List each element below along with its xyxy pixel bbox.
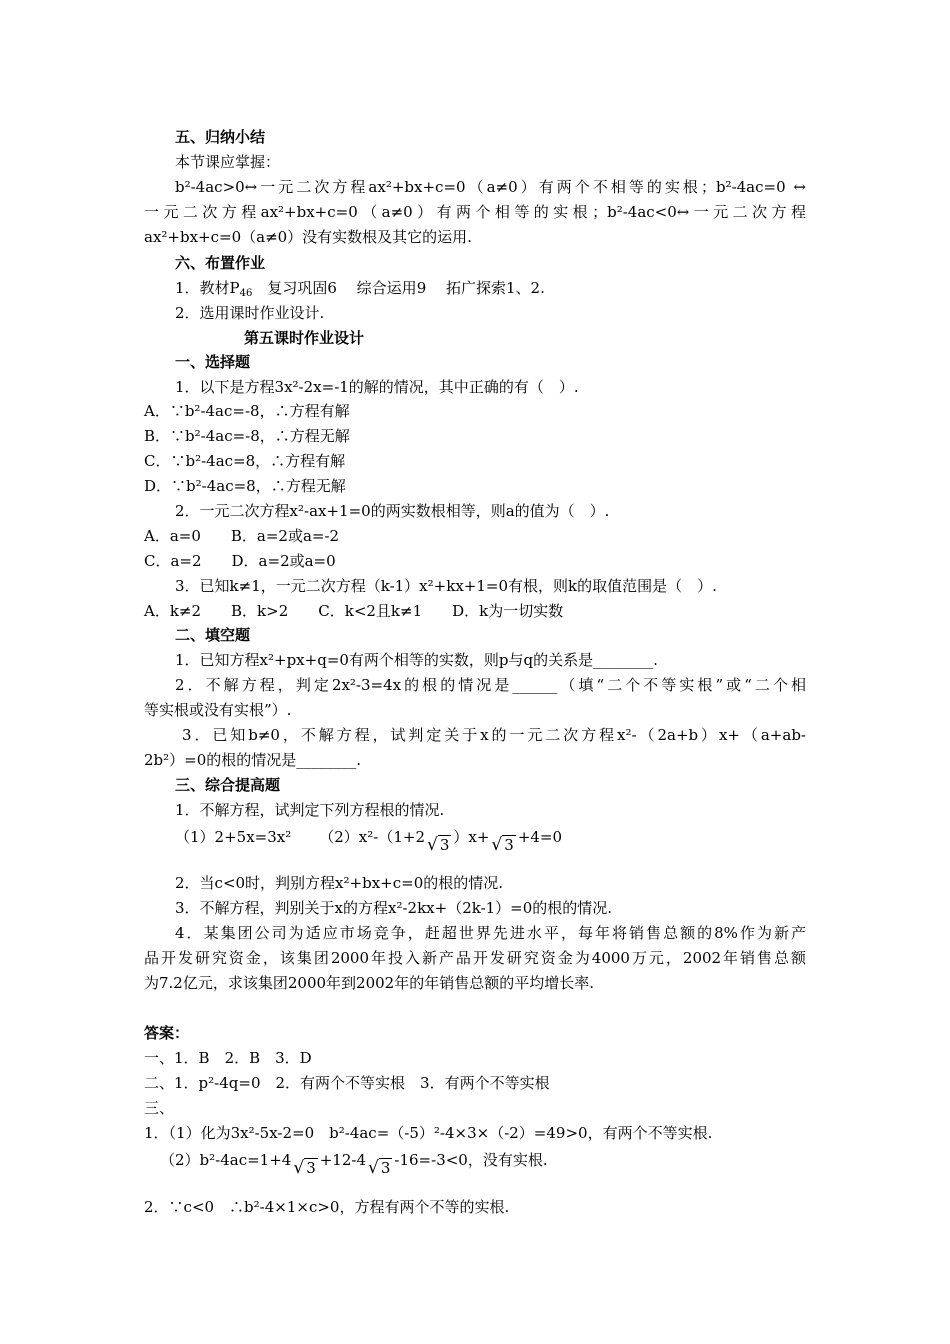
answers-part-3-q1: 1．（1）化为3x²-5x-2=0 b²-4ac=（-5）²-4×3×（-2）=49>0，有两个不等实根. bbox=[144, 1124, 713, 1142]
sqrt-argument: 3 bbox=[439, 836, 450, 854]
answers-part-1: 一、1．B 2．B 3．D bbox=[144, 1049, 312, 1067]
choice-heading: 一、选择题 bbox=[175, 353, 251, 371]
answers-part-3-q2: 2．∵c<0 ∴b²-4×1×c>0，方程有两个不等的实根. bbox=[144, 1198, 510, 1216]
comp-q1: 1．不解方程，试判定下列方程根的情况. bbox=[175, 801, 445, 819]
choice-q2-options-cd: C．a=2 D．a=2或a=0 bbox=[144, 552, 336, 570]
comp-q1-equations bbox=[175, 826, 562, 856]
choice-q1-option-a: A．∵b²-4ac=-8，∴方程有解 bbox=[144, 402, 350, 420]
fill-heading: 二、填空题 bbox=[175, 626, 251, 644]
answer-q1b-mid: +12-4 bbox=[319, 1151, 367, 1169]
answer-q1b-text: （2）b²-4ac=1+4 bbox=[160, 1151, 292, 1169]
sqrt-argument: 3 bbox=[306, 1159, 316, 1177]
sqrt-3-symbol: √ 3 bbox=[368, 1158, 391, 1178]
sqrt-argument: 3 bbox=[504, 836, 514, 854]
comprehensive-heading: 三、综合提高题 bbox=[175, 776, 281, 794]
choice-q1-option-c: C．∵b²-4ac=8，∴方程有解 bbox=[144, 452, 346, 470]
homework-item-2: 2．选用课时作业设计. bbox=[175, 304, 325, 322]
fill-q2-line-1: 2．不解方程，判定2x²-3=4x的根的情况是______（填“二个不等实根”或“二个相 bbox=[175, 676, 806, 694]
comp-q3: 3．不解方程，判别关于x的方程x²-2kx+（2k-1）=0的根的情况. bbox=[175, 899, 613, 917]
sqrt-3-symbol: √ 3 bbox=[427, 835, 450, 855]
choice-q3: 3．已知k≠1，一元二次方程（k-1）x²+kx+1=0有根，则k的取值范围是（ ）. bbox=[175, 577, 717, 595]
answers-part-3-label: 三、 bbox=[144, 1099, 175, 1117]
sqrt-3-symbol: √ 3 bbox=[491, 835, 514, 855]
sqrt-argument: 3 bbox=[380, 1159, 391, 1177]
comp-q4-line-2: 品开发研究资金，该集团2000年投入新产品开发研究资金为4000万元，2002年销售总额 bbox=[144, 949, 806, 967]
comp-q4-line-1: 4．某集团公司为适应市场竞争，赶超世界先进水平，每年将销售总额的8%作为新产 bbox=[175, 924, 806, 942]
homework-item-1 bbox=[175, 277, 545, 299]
summary-line-2: 一元二次方程ax²+bx+c=0（a≠0）有两个相等的实根；b²-4ac<0↔一元二次方程 bbox=[144, 203, 806, 221]
sqrt-3-symbol: √ 3 bbox=[293, 1158, 316, 1178]
comp-q4-line-3: 为7.2亿元，求该集团2000年到2002年的年销售总额的平均增长率. bbox=[144, 974, 594, 992]
choice-q1: 1．以下是方程3x²-2x=-1的解的情况，其中正确的有（ ）. bbox=[175, 378, 579, 396]
choice-q1-option-d: D．∵b²-4ac=8，∴方程无解 bbox=[144, 477, 346, 495]
choice-q3-options: A．k≠2 B．k>2 C．k<2且k≠1 D．k为一切实数 bbox=[144, 602, 564, 620]
section-6-heading: 六、布置作业 bbox=[175, 254, 266, 272]
fill-q3-line-2: 2b²）=0的根的情况是________. bbox=[144, 751, 362, 769]
summary-line-3: ax²+bx+c=0（a≠0）没有实数根及其它的运用. bbox=[144, 228, 472, 246]
homework-item-1-rest: 复习巩固6 综合运用9 拓广探索1、2. bbox=[252, 279, 545, 297]
choice-q1-option-b: B．∵b²-4ac=-8，∴方程无解 bbox=[144, 427, 350, 445]
homework-design-title: 第五课时作业设计 bbox=[244, 329, 365, 347]
comp-q1-part-2c: +4=0 bbox=[517, 828, 563, 846]
comp-q2: 2．当c<0时，判别方程x²+bx+c=0的根的情况. bbox=[175, 874, 504, 892]
comp-q1-part-1: （1）2+5x=3x² bbox=[175, 828, 292, 846]
homework-item-1-text: 1．教材P bbox=[175, 279, 240, 297]
answers-part-2: 二、1．p²-4q=0 2．有两个不等实根 3．有两个不等实根 bbox=[144, 1074, 550, 1092]
answer-q1b-post: -16=-3<0，没有实根. bbox=[394, 1151, 548, 1169]
summary-line-1: b²-4ac>0↔一元二次方程ax²+bx+c=0（a≠0）有两个不相等的实根；b²-4ac=0 ↔ bbox=[175, 178, 806, 196]
fill-q3-line-1: 3．已知b≠0，不解方程，试判定关于x的一元二次方程x²-（2a+b）x+（a+ab- bbox=[182, 726, 806, 744]
section-5-intro: 本节课应掌握： bbox=[175, 153, 281, 171]
comp-q1-part-2a: （2）x²-（1+2 bbox=[319, 828, 425, 846]
answers-part-3-q1-b bbox=[160, 1149, 548, 1179]
fill-q1: 1．已知方程x²+px+q=0有两个相等的实数，则p与q的关系是________. bbox=[175, 651, 658, 669]
answers-heading: 答案： bbox=[144, 1024, 190, 1042]
choice-q2-options-ab: A．a=0 B．a=2或a=-2 bbox=[144, 527, 340, 545]
fill-q2-line-2: 等实根或没有实根”）. bbox=[144, 701, 292, 719]
page-number-sub: 46 bbox=[239, 288, 253, 299]
comp-q1-part-2b: ）x+ bbox=[453, 828, 490, 846]
section-5-heading: 五、归纳小结 bbox=[175, 128, 266, 146]
choice-q2: 2．一元二次方程x²-ax+1=0的两实数根相等，则a的值为（ ）. bbox=[175, 502, 610, 520]
